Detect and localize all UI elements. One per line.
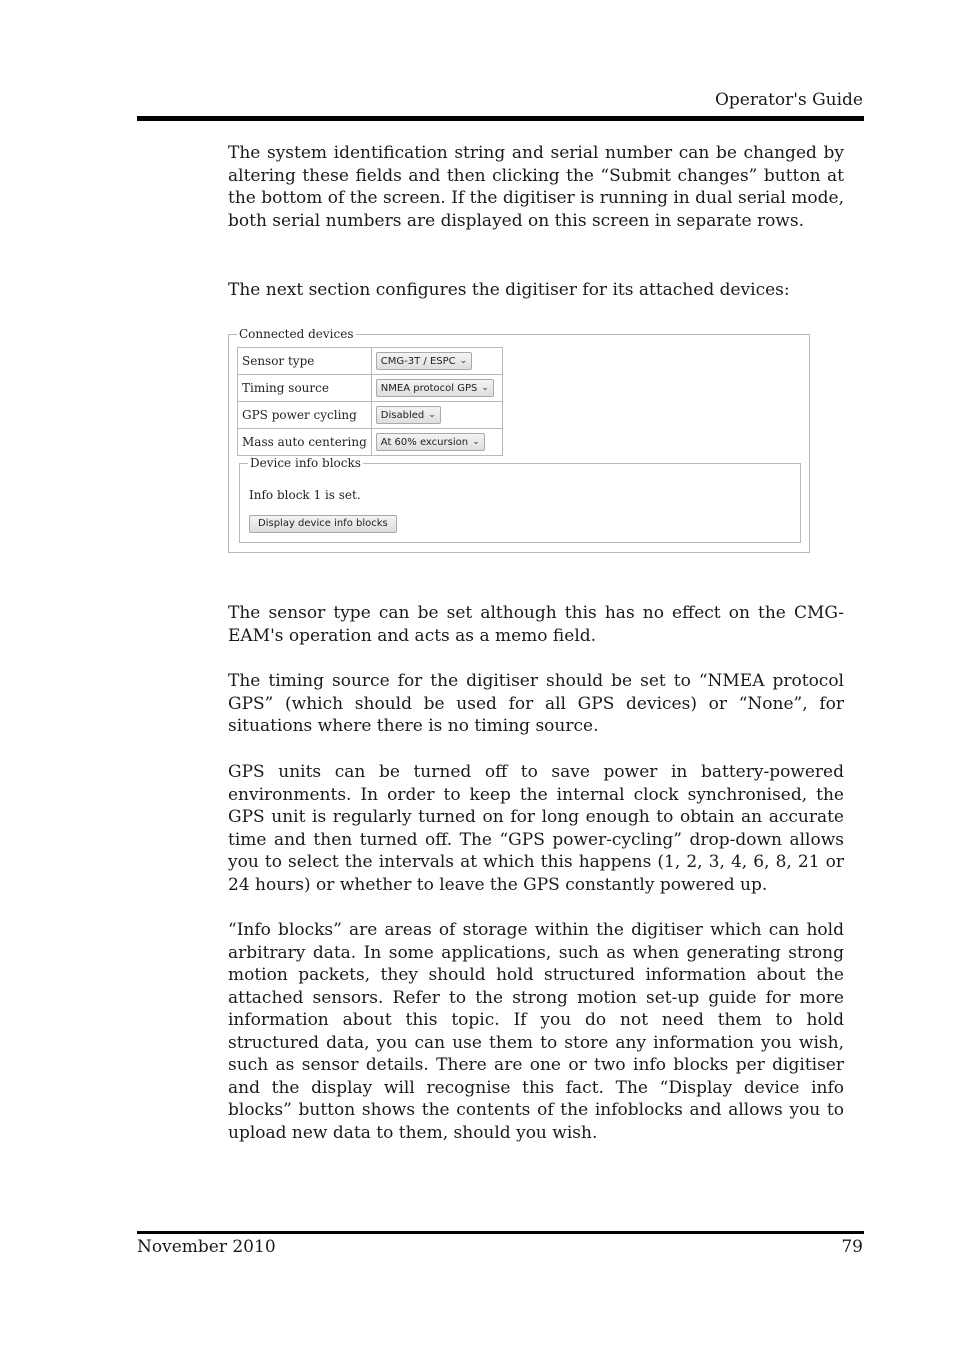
timing-source-label: Timing source — [238, 375, 372, 402]
connected-devices-panel — [228, 327, 810, 553]
header-rule — [137, 116, 864, 121]
gps-power-cycling-value: Disabled — [380, 409, 425, 421]
paragraph-gps-power: GPS units can be turned off to save power in battery-powered environments. In order to keep the internal clock synchronised, the GPS unit is regularly turned on for long enough to obtain an accurate time and then turned off. The “GPS power-cycling” drop-down allows you to select the intervals at which this happens (1, 2, 3, 4, 6, 8, 21 or 24 hours) or whether to leave the GPS constantly powered up. — [228, 762, 844, 895]
table-row — [238, 402, 503, 429]
page-number: 79 — [841, 1237, 863, 1257]
paragraph-next-section: The next section configures the digitiser for its attached devices: — [228, 280, 790, 300]
chevron-down-icon: ⌄ — [481, 383, 489, 393]
timing-source-value: NMEA protocol GPS — [380, 382, 478, 394]
mass-auto-centering-label: Mass auto centering — [238, 429, 372, 456]
connected-devices-legend: Connected devices — [239, 327, 354, 341]
paragraph-info-blocks: “Info blocks” are areas of storage within the digitiser which can hold arbitrary data. In some applications, such as when generating strong motion packets, they should hold structured information about the attached sensors. Refer to the strong motion set-up guide for more information about this topic. If you do not need them to hold structured data, you can use them to store any information you wish, such as sensor details. There are one or two info blocks per digitiser and the display will recognise this fact. The “Display device info blocks” button shows the contents of the infoblocks and allows you to upload new data to them, should you wish. — [228, 920, 844, 1143]
mass-auto-centering-select[interactable] — [376, 433, 485, 451]
sensor-type-value: CMG-3T / ESPC — [380, 355, 456, 367]
timing-source-select[interactable] — [376, 379, 494, 397]
table-row — [238, 429, 503, 456]
paragraph-timing-source: The timing source for the digitiser should be set to “NMEA protocol GPS” (which should be used for all GPS devices) or “None”, for situations where there is no timing source. — [228, 671, 844, 736]
paragraph-sensor-type: The sensor type can be set although this has no effect on the CMG-EAM's operation and acts as a memo field. — [228, 603, 844, 646]
table-row — [238, 348, 503, 375]
chevron-down-icon: ⌄ — [428, 410, 436, 420]
device-info-blocks-legend: Device info blocks — [250, 456, 361, 470]
footer-date: November 2010 — [137, 1237, 276, 1257]
gps-power-cycling-label: GPS power cycling — [238, 402, 372, 429]
footer-rule — [137, 1231, 864, 1234]
sensor-type-label: Sensor type — [238, 348, 372, 375]
table-row — [238, 375, 503, 402]
sensor-type-select[interactable] — [376, 352, 472, 370]
chevron-down-icon: ⌄ — [472, 437, 480, 447]
display-device-info-blocks-button[interactable]: Display device info blocks — [249, 515, 397, 533]
device-info-blocks-group — [239, 456, 801, 543]
page-header-title: Operator's Guide — [714, 90, 863, 110]
gps-power-cycling-select[interactable] — [376, 406, 441, 424]
chevron-down-icon: ⌄ — [459, 356, 468, 366]
paragraph-serial-number: The system identification string and serial number can be changed by altering these fields and then clicking the “Submit changes” button at the bottom of the screen. If the digitiser is running in dual serial mode, both serial numbers are displayed on this screen in separate rows. — [228, 143, 844, 231]
mass-auto-centering-value: At 60% excursion — [380, 436, 469, 448]
devices-table — [237, 347, 503, 456]
info-block-status: Info block 1 is set. — [249, 488, 361, 502]
